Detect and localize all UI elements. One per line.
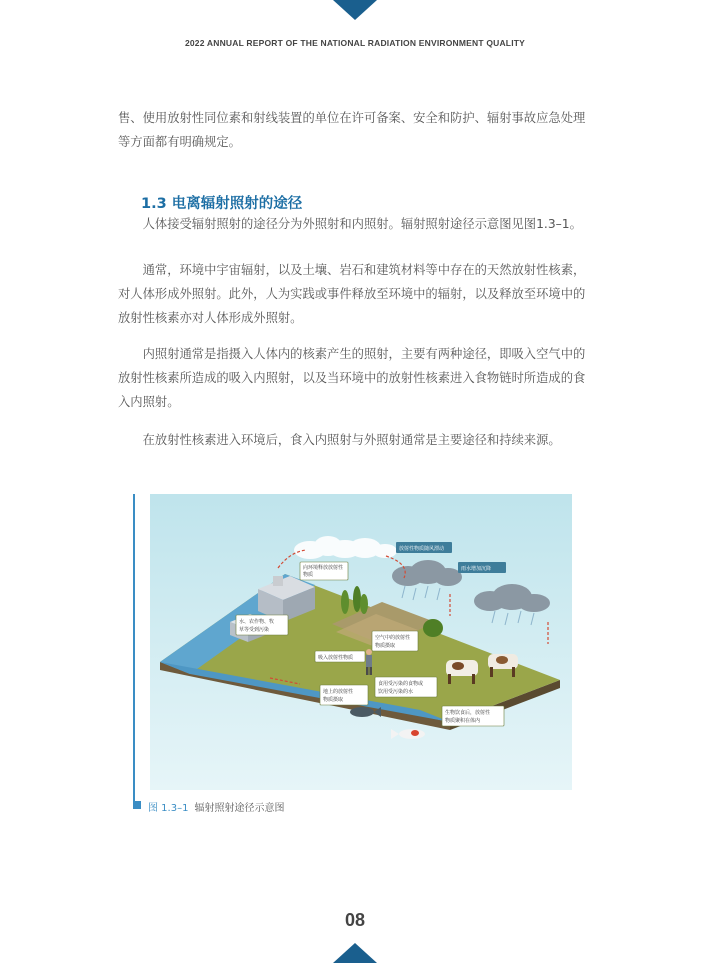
top-triangle-decoration — [333, 0, 377, 20]
section-heading: 1.3 电离辐射照射的途径 — [141, 196, 303, 212]
label-water-pollution-1: 水、农作物、牧 — [239, 619, 275, 625]
label-ground-deposit-2: 物质摄取 — [323, 697, 344, 703]
exposure-pathways-illustration — [150, 494, 572, 790]
label-animal-food-1: 生物饮食后，放射性 — [445, 710, 491, 716]
label-facility-release-2: 物质 — [303, 572, 314, 578]
label-rain-deposit: 雨水增加沉降 — [461, 566, 492, 572]
paragraph-external-exposure: 通常，环境中宇宙辐射，以及土壤、岩石和建筑材料等中存在的天然放射性核素，对人体形成外照射。此外，人为实践或事件释放至环境中的辐射，以及释放至环境中的放射性核素亦对人体形成外照射。 — [118, 263, 586, 325]
label-facility-release-1: 向环境释放放射性 — [303, 565, 344, 571]
label-inhalation: 吸入放射性物质 — [318, 655, 354, 661]
label-ground-deposit-1: 地上的放射性 — [323, 689, 354, 695]
label-air-inhale-1: 空气中的放射性 — [375, 635, 411, 641]
figure-accent-line — [133, 494, 135, 808]
label-cloud-drift: 放射性物质随风漂动 — [399, 546, 445, 552]
paragraph-continued: 售、使用放射性同位素和射线装置的单位在许可备案、安全和防护、辐射事故应急处理等方面都有明确规定。 — [118, 111, 586, 149]
figure-caption — [148, 799, 284, 814]
label-air-inhale-2: 物质摄取 — [375, 643, 396, 649]
figure-number: 图 1.3–1 — [148, 803, 189, 814]
paragraph-summary: 在放射性核素进入环境后，食入内照射与外照射通常是主要途径和持续来源。 — [142, 433, 561, 447]
label-food-intake-1: 食用受污染的食物或 — [378, 681, 424, 687]
page-number: 08 — [344, 910, 366, 930]
bottom-triangle-decoration — [333, 943, 377, 963]
paragraph-internal-exposure: 内照射通常是指摄入人体内的核素产生的照射，主要有两种途径，即吸入空气中的放射性核素所造成的吸入内照射，以及当环境中的放射性核素进入食物链时所造成的食入内照射。 — [118, 347, 586, 409]
label-animal-food-2: 物质聚积在体内 — [445, 718, 481, 724]
label-food-intake-2: 饮用受污染的水 — [378, 689, 414, 695]
label-water-pollution-2: 草等受到污染 — [239, 627, 270, 633]
paragraph-intro: 人体接受辐射照射的途径分为外照射和内照射。辐射照射途径示意图见图1.3–1。 — [142, 217, 582, 231]
running-header: 2022 ANNUAL REPORT OF THE NATIONAL RADIATION ENVIRONMENT QUALITY — [184, 38, 526, 48]
caption-marker — [133, 801, 141, 809]
figure-title: 辐射照射途径示意图 — [194, 803, 285, 814]
